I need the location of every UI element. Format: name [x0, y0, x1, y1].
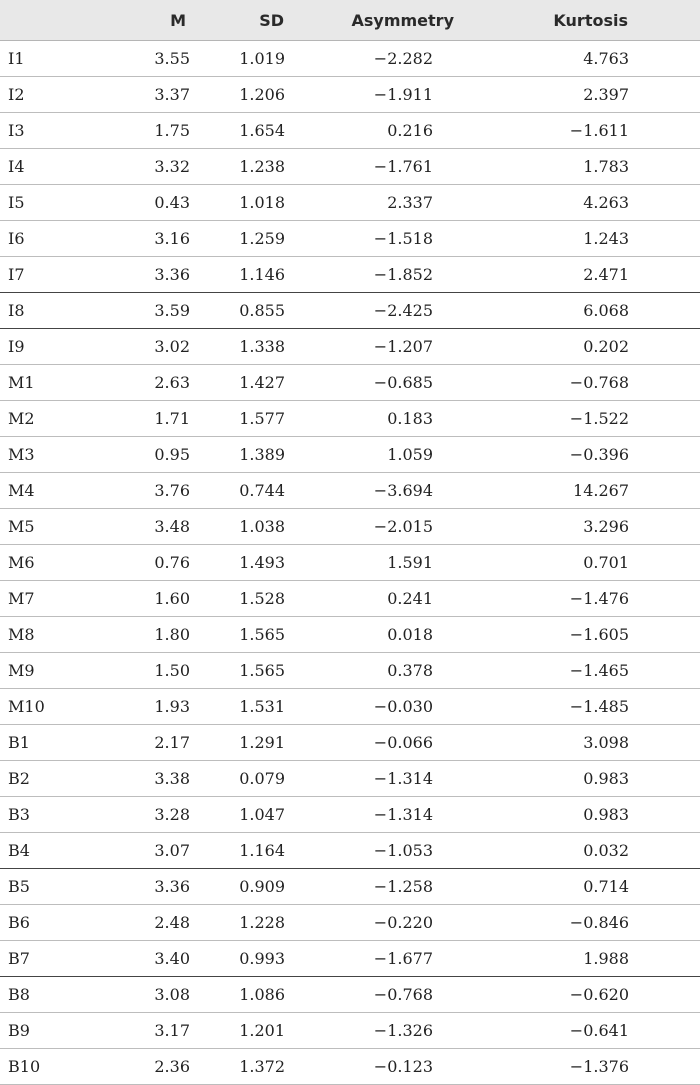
cell-kurtosis: 0.202: [583, 337, 629, 356]
table-row: [0, 545, 700, 581]
cell-sd: 1.238: [239, 157, 285, 176]
cell-kurtosis: 3.098: [583, 733, 629, 752]
cell-asymmetry: 0.018: [387, 625, 433, 644]
cell-sd: 1.047: [239, 805, 285, 824]
cell-asymmetry: −1.911: [373, 85, 433, 104]
cell-asymmetry: −1.314: [373, 805, 433, 824]
row-label: B3: [8, 805, 30, 824]
cell-m: 3.17: [154, 1021, 190, 1040]
cell-kurtosis: 6.068: [583, 301, 629, 320]
cell-sd: 1.201: [239, 1021, 285, 1040]
cell-kurtosis: 4.263: [583, 193, 629, 212]
cell-kurtosis: 4.763: [583, 49, 629, 68]
cell-m: 0.95: [154, 445, 190, 464]
cell-asymmetry: −0.066: [373, 733, 433, 752]
row-label: M7: [8, 589, 35, 608]
row-label: M1: [8, 373, 35, 392]
header-sd: SD: [259, 10, 284, 30]
cell-m: 3.48: [154, 517, 190, 536]
row-label: M4: [8, 481, 35, 500]
cell-sd: 1.577: [239, 409, 285, 428]
cell-sd: 1.528: [239, 589, 285, 608]
cell-m: 2.36: [154, 1057, 190, 1076]
cell-kurtosis: 2.397: [583, 85, 629, 104]
row-label: I7: [8, 265, 25, 284]
cell-m: 1.71: [154, 409, 190, 428]
row-label: M6: [8, 553, 35, 572]
cell-asymmetry: −1.314: [373, 769, 433, 788]
table-row: [0, 401, 700, 437]
cell-sd: 1.565: [239, 625, 285, 644]
row-label: B6: [8, 913, 30, 932]
table-row: [0, 329, 700, 365]
table-row: [0, 761, 700, 797]
cell-sd: 1.019: [239, 49, 285, 68]
table-row: [0, 149, 700, 185]
cell-kurtosis: 0.714: [583, 877, 629, 896]
cell-m: 3.59: [154, 301, 190, 320]
cell-asymmetry: −1.053: [373, 841, 433, 860]
row-label: B7: [8, 949, 30, 968]
table-row: [0, 113, 700, 149]
table-row: [0, 617, 700, 653]
cell-asymmetry: −2.425: [373, 301, 433, 320]
table-row: [0, 905, 700, 941]
table-row: [0, 41, 700, 77]
cell-sd: 1.164: [239, 841, 285, 860]
cell-asymmetry: −1.852: [373, 265, 433, 284]
cell-asymmetry: −1.258: [373, 877, 433, 896]
row-label: B1: [8, 733, 30, 752]
cell-asymmetry: 1.059: [387, 445, 433, 464]
row-label: B8: [8, 985, 30, 1004]
cell-kurtosis: −1.605: [569, 625, 629, 644]
table-row: [0, 437, 700, 473]
cell-kurtosis: 2.471: [583, 265, 629, 284]
table-row: [0, 941, 700, 977]
table-row: [0, 257, 700, 293]
cell-kurtosis: 0.983: [583, 769, 629, 788]
cell-sd: 1.146: [239, 265, 285, 284]
cell-sd: 0.855: [239, 301, 285, 320]
cell-sd: 0.993: [239, 949, 285, 968]
cell-sd: 1.654: [239, 121, 285, 140]
cell-asymmetry: −1.761: [373, 157, 433, 176]
cell-kurtosis: −1.485: [569, 697, 629, 716]
cell-kurtosis: 1.988: [583, 949, 629, 968]
table-row: [0, 653, 700, 689]
cell-sd: 0.909: [239, 877, 285, 896]
cell-m: 0.43: [154, 193, 190, 212]
cell-asymmetry: 1.591: [387, 553, 433, 572]
cell-m: 3.36: [154, 265, 190, 284]
row-label: M2: [8, 409, 35, 428]
row-label: B4: [8, 841, 30, 860]
row-label: I1: [8, 49, 25, 68]
row-label: B2: [8, 769, 30, 788]
cell-asymmetry: −1.207: [373, 337, 433, 356]
cell-asymmetry: 0.241: [387, 589, 433, 608]
table-row: [0, 185, 700, 221]
cell-m: 3.38: [154, 769, 190, 788]
cell-kurtosis: 0.032: [583, 841, 629, 860]
table-row: [0, 869, 700, 905]
cell-kurtosis: 14.267: [573, 481, 629, 500]
cell-asymmetry: −3.694: [373, 481, 433, 500]
cell-kurtosis: 0.983: [583, 805, 629, 824]
cell-m: 3.08: [154, 985, 190, 1004]
cell-sd: 1.427: [239, 373, 285, 392]
cell-sd: 1.018: [239, 193, 285, 212]
cell-kurtosis: 0.701: [583, 553, 629, 572]
cell-kurtosis: −1.476: [569, 589, 629, 608]
cell-asymmetry: 0.378: [387, 661, 433, 680]
table-row: [0, 365, 700, 401]
row-label: I5: [8, 193, 25, 212]
table-row: [0, 509, 700, 545]
cell-m: 3.36: [154, 877, 190, 896]
cell-kurtosis: −1.465: [569, 661, 629, 680]
table-row: [0, 725, 700, 761]
cell-kurtosis: −1.376: [569, 1057, 629, 1076]
cell-asymmetry: −0.030: [373, 697, 433, 716]
cell-m: 3.76: [154, 481, 190, 500]
cell-m: 0.76: [154, 553, 190, 572]
cell-m: 1.60: [154, 589, 190, 608]
table-row: [0, 1049, 700, 1085]
row-label: M3: [8, 445, 35, 464]
cell-m: 1.75: [154, 121, 190, 140]
table-row: [0, 293, 700, 329]
cell-m: 3.40: [154, 949, 190, 968]
table-row: [0, 473, 700, 509]
table-row: [0, 581, 700, 617]
cell-sd: 1.531: [239, 697, 285, 716]
cell-sd: 1.206: [239, 85, 285, 104]
cell-sd: 0.744: [239, 481, 285, 500]
header-kurtosis: Kurtosis: [553, 10, 628, 30]
row-label: I6: [8, 229, 25, 248]
cell-asymmetry: −1.677: [373, 949, 433, 968]
cell-sd: 0.079: [239, 769, 285, 788]
cell-asymmetry: 0.216: [387, 121, 433, 140]
cell-m: 3.28: [154, 805, 190, 824]
cell-asymmetry: −0.220: [373, 913, 433, 932]
row-label: I4: [8, 157, 25, 176]
cell-m: 3.02: [154, 337, 190, 356]
table-header-row: [0, 0, 700, 41]
cell-kurtosis: −0.620: [569, 985, 629, 1004]
cell-sd: 1.565: [239, 661, 285, 680]
cell-kurtosis: 1.243: [583, 229, 629, 248]
cell-kurtosis: 3.296: [583, 517, 629, 536]
row-label: I8: [8, 301, 25, 320]
table-row: [0, 833, 700, 869]
cell-m: 3.55: [154, 49, 190, 68]
row-label: M10: [8, 697, 45, 716]
table-row: [0, 689, 700, 725]
cell-m: 2.17: [154, 733, 190, 752]
cell-sd: 1.038: [239, 517, 285, 536]
cell-kurtosis: −1.522: [569, 409, 629, 428]
row-label: I3: [8, 121, 25, 140]
cell-m: 2.63: [154, 373, 190, 392]
cell-asymmetry: 0.183: [387, 409, 433, 428]
cell-asymmetry: −0.768: [373, 985, 433, 1004]
cell-asymmetry: −0.123: [373, 1057, 433, 1076]
row-label: M5: [8, 517, 35, 536]
cell-m: 3.16: [154, 229, 190, 248]
row-label: M8: [8, 625, 35, 644]
cell-sd: 1.086: [239, 985, 285, 1004]
row-label: I2: [8, 85, 25, 104]
row-label: B5: [8, 877, 30, 896]
cell-kurtosis: −0.396: [569, 445, 629, 464]
cell-m: 2.48: [154, 913, 190, 932]
cell-sd: 1.228: [239, 913, 285, 932]
cell-asymmetry: 2.337: [387, 193, 433, 212]
cell-asymmetry: −0.685: [373, 373, 433, 392]
cell-m: 3.37: [154, 85, 190, 104]
row-label: B10: [8, 1057, 41, 1076]
table-row: [0, 1013, 700, 1049]
cell-sd: 1.372: [239, 1057, 285, 1076]
cell-asymmetry: −2.282: [373, 49, 433, 68]
table-row: [0, 77, 700, 113]
row-label: M9: [8, 661, 35, 680]
row-label: B9: [8, 1021, 30, 1040]
row-label: I9: [8, 337, 25, 356]
table-row: [0, 797, 700, 833]
cell-sd: 1.259: [239, 229, 285, 248]
cell-m: 1.80: [154, 625, 190, 644]
header-m: M: [170, 10, 186, 30]
cell-m: 1.93: [154, 697, 190, 716]
cell-sd: 1.338: [239, 337, 285, 356]
cell-sd: 1.291: [239, 733, 285, 752]
cell-kurtosis: −1.611: [569, 121, 629, 140]
cell-asymmetry: −1.326: [373, 1021, 433, 1040]
cell-sd: 1.389: [239, 445, 285, 464]
table-body: [0, 41, 700, 1085]
cell-kurtosis: −0.641: [569, 1021, 629, 1040]
table-row: [0, 221, 700, 257]
cell-kurtosis: −0.846: [569, 913, 629, 932]
header-asymmetry: Asymmetry: [351, 10, 454, 30]
cell-m: 3.32: [154, 157, 190, 176]
cell-sd: 1.493: [239, 553, 285, 572]
table-row: [0, 977, 700, 1013]
cell-m: 3.07: [154, 841, 190, 860]
cell-asymmetry: −2.015: [373, 517, 433, 536]
cell-asymmetry: −1.518: [373, 229, 433, 248]
cell-m: 1.50: [154, 661, 190, 680]
cell-kurtosis: −0.768: [569, 373, 629, 392]
cell-kurtosis: 1.783: [583, 157, 629, 176]
